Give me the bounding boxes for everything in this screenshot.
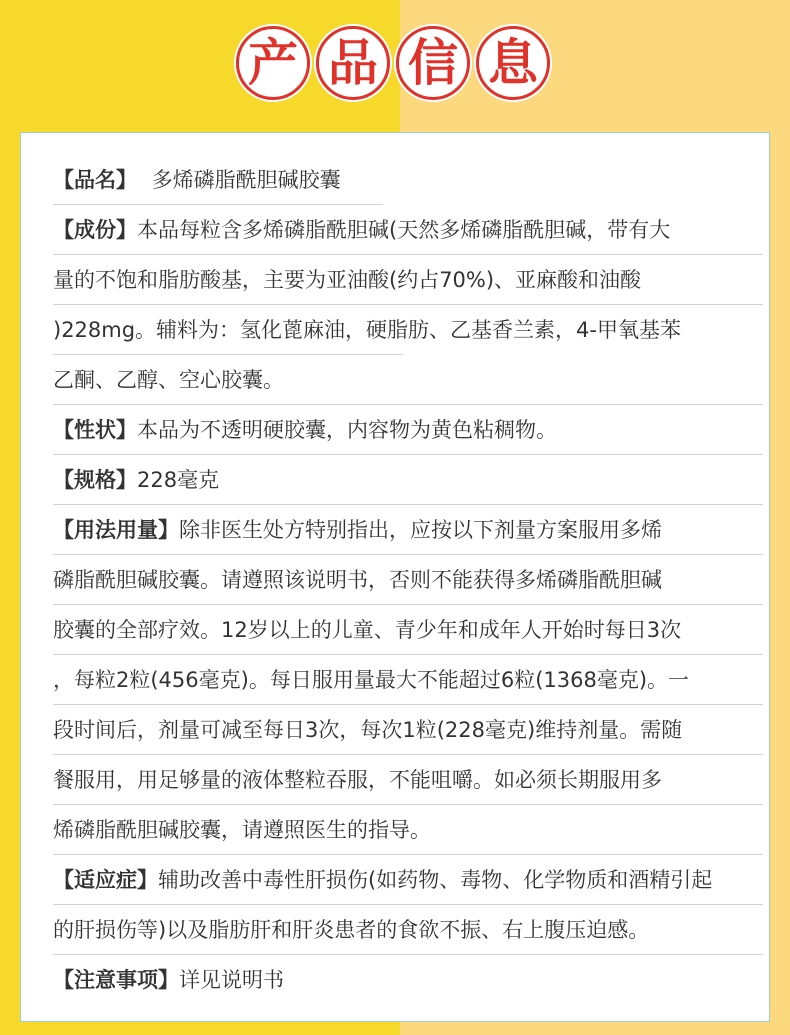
appearance-text: 本品为不透明硬胶囊，内容物为黄色粘稠物。	[137, 418, 557, 442]
spec-label: 【规格】	[53, 468, 137, 492]
dosage-text-6: 餐服用，用足够量的液体整粒吞服，不能咀嚼。如必须长期服用多	[53, 768, 662, 792]
product-info-card	[20, 132, 770, 1022]
ingredients-label: 【成份】	[53, 218, 137, 242]
dosage-text-5: 段时间后，剂量可减至每日3次，每次1粒(228毫克)维持剂量。需随	[53, 718, 683, 742]
dosage-line-7	[53, 805, 763, 855]
appearance-line-1	[53, 405, 763, 455]
name-label: 【品名】	[53, 168, 137, 192]
dosage-line-5	[53, 705, 763, 755]
indications-line-1	[53, 855, 763, 905]
header-char-1: 产	[236, 26, 310, 100]
ingredients-text-3: )228mg。辅料为：氢化蓖麻油，硬脂肪、乙基香兰素，4-甲氧基苯	[53, 318, 681, 342]
notes-label: 【注意事项】	[53, 968, 179, 992]
spec-text: 228毫克	[137, 468, 220, 492]
dosage-line-4	[53, 655, 763, 705]
dosage-line-2	[53, 555, 763, 605]
product-info-content	[53, 155, 763, 1005]
indications-text-1: 辅助改善中毒性肝损伤(如药物、毒物、化学物质和酒精引起	[158, 868, 713, 892]
indications-text-2: 的肝损伤等)以及脂肪肝和肝炎患者的食欲不振、右上腹压迫感。	[53, 918, 650, 942]
appearance-label: 【性状】	[53, 418, 137, 442]
dosage-line-3	[53, 605, 763, 655]
header-char-2: 品	[316, 26, 390, 100]
dosage-text-7: 烯磷脂酰胆碱胶囊，请遵照医生的指导。	[53, 818, 431, 842]
dosage-label: 【用法用量】	[53, 518, 179, 542]
ingredients-line-1	[53, 205, 763, 255]
ingredients-line-2	[53, 255, 763, 305]
dosage-text-1: 除非医生处方特别指出，应按以下剂量方案服用多烯	[179, 518, 662, 542]
ingredients-text-4: 乙酮、乙醇、空心胶囊。	[53, 368, 284, 392]
notes-text: 详见说明书	[179, 968, 284, 992]
dosage-line-6	[53, 755, 763, 805]
dosage-text-4: ，每粒2粒(456毫克)。每日服用量最大不能超过6粒(1368毫克)。一	[53, 668, 690, 692]
indications-label: 【适应症】	[53, 868, 158, 892]
ingredients-line-4	[53, 355, 763, 405]
dosage-text-2: 磷脂酰胆碱胶囊。请遵照该说明书，否则不能获得多烯磷脂酰胆碱	[53, 568, 662, 592]
ingredients-text-1: 本品每粒含多烯磷脂酰胆碱(天然多烯磷脂酰胆碱，带有大	[137, 218, 671, 242]
header-char-4: 息	[476, 26, 550, 100]
indications-line-2	[53, 905, 763, 955]
name-text: 多烯磷脂酰胆碱胶囊	[151, 168, 341, 192]
ingredients-text-2: 量的不饱和脂肪酸基，主要为亚油酸(约占70%)、亚麻酸和油酸	[53, 268, 642, 292]
page-header	[0, 26, 790, 106]
notes-line-1	[53, 955, 763, 1005]
ingredients-line-3	[53, 305, 763, 355]
dosage-text-3: 胶囊的全部疗效。12岁以上的儿童、青少年和成年人开始时每日3次	[53, 618, 682, 642]
header-char-3: 信	[396, 26, 470, 100]
spec-line-1	[53, 455, 763, 505]
dosage-line-1	[53, 505, 763, 555]
name-line-1	[53, 155, 763, 205]
